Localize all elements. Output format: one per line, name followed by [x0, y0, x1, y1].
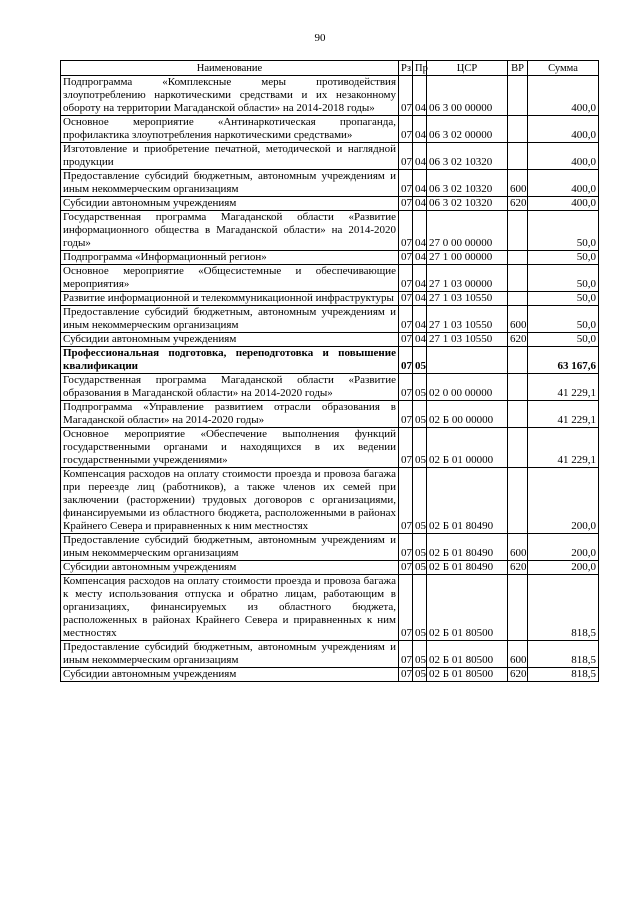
row-rz: 07: [399, 211, 413, 251]
table-row: [61, 211, 599, 251]
table-row: [61, 197, 599, 211]
row-pr: 04: [413, 251, 427, 265]
row-csr: 27 1 03 10550: [427, 306, 508, 333]
row-csr: 27 1 03 00000: [427, 265, 508, 292]
row-rz: 07: [399, 668, 413, 682]
table-row: [61, 76, 599, 116]
table-header-row: [61, 61, 599, 76]
table-row: [61, 251, 599, 265]
row-pr: 04: [413, 292, 427, 306]
header-csr: ЦСР: [427, 61, 508, 76]
table-row: [61, 170, 599, 197]
row-csr: 02 Б 01 80500: [427, 641, 508, 668]
row-rz: 07: [399, 265, 413, 292]
row-vr: [508, 76, 528, 116]
row-vr: 600: [508, 641, 528, 668]
table-row: [61, 468, 599, 534]
row-name: Субсидии автономным учреждениям: [61, 668, 399, 682]
row-name: Основное мероприятие «Антинаркотическая пропаганда, профилактика злоупотребления наркотическими средствами»: [61, 116, 399, 143]
row-name: Предоставление субсидий бюджетным, автономным учреждениям и иным некоммерческим организациям: [61, 641, 399, 668]
table-row: [61, 428, 599, 468]
row-pr: 04: [413, 306, 427, 333]
row-csr: 02 Б 01 80490: [427, 468, 508, 534]
row-pr: 05: [413, 561, 427, 575]
row-pr: 05: [413, 468, 427, 534]
row-rz: 07: [399, 374, 413, 401]
table-row: [61, 668, 599, 682]
header-sum: Сумма: [528, 61, 599, 76]
row-vr: [508, 211, 528, 251]
row-name: Государственная программа Магаданской области «Развитие образования в Магаданской области» на 2014-2020 годы»: [61, 374, 399, 401]
header-rz: Рз: [399, 61, 413, 76]
row-pr: 04: [413, 76, 427, 116]
row-csr: 27 0 00 00000: [427, 211, 508, 251]
row-vr: [508, 251, 528, 265]
row-csr: 06 3 02 00000: [427, 116, 508, 143]
budget-table: [60, 60, 599, 682]
row-sum: 400,0: [528, 143, 599, 170]
row-name: Компенсация расходов на оплату стоимости проезда и провоза багажа к месту использования отпуска и обратно лицам, работающим в организациях, финансируемых из областного бюджета, расположенных в районах Крайнего Севера и приравненных к ним местностях: [61, 575, 399, 641]
row-name: Компенсация расходов на оплату стоимости проезда и провоза багажа при переезде лиц (работников), а также членов их семей при заключении (расторжении) трудовых договоров с организациями, финансируемыми из областного бюджета, расположенными в районах Крайнего Севера и приравненных к ним местностях: [61, 468, 399, 534]
table-row: [61, 306, 599, 333]
row-csr: 02 Б 01 80500: [427, 668, 508, 682]
row-csr: [427, 347, 508, 374]
table-body: [61, 76, 599, 682]
row-vr: 600: [508, 170, 528, 197]
row-sum: 50,0: [528, 265, 599, 292]
row-vr: [508, 347, 528, 374]
table-row: [61, 116, 599, 143]
row-vr: [508, 292, 528, 306]
row-vr: 600: [508, 534, 528, 561]
row-rz: 07: [399, 575, 413, 641]
row-name: Предоставление субсидий бюджетным, автономным учреждениям и иным некоммерческим организациям: [61, 170, 399, 197]
row-sum: 50,0: [528, 251, 599, 265]
row-pr: 05: [413, 374, 427, 401]
row-rz: 07: [399, 534, 413, 561]
row-sum: 200,0: [528, 468, 599, 534]
row-csr: 02 0 00 00000: [427, 374, 508, 401]
row-sum: 818,5: [528, 641, 599, 668]
row-name: Субсидии автономным учреждениям: [61, 561, 399, 575]
row-sum: 400,0: [528, 116, 599, 143]
row-rz: 07: [399, 428, 413, 468]
row-rz: 07: [399, 76, 413, 116]
row-sum: 50,0: [528, 333, 599, 347]
row-name: Основное мероприятие «Обеспечение выполнения функций государственными органами и находящихся в их ведении государственными учреждениями»: [61, 428, 399, 468]
row-vr: 600: [508, 306, 528, 333]
row-vr: [508, 401, 528, 428]
row-pr: 05: [413, 428, 427, 468]
row-name: Подпрограмма «Комплексные меры противодействия злоупотреблению наркотическими средствами и их незаконному обороту на территории Магаданской области» на 2014-2018 годы»: [61, 76, 399, 116]
row-sum: 818,5: [528, 575, 599, 641]
row-name: Основное мероприятие «Общесистемные и обеспечивающие мероприятия»: [61, 265, 399, 292]
row-sum: 50,0: [528, 306, 599, 333]
table-row: [61, 401, 599, 428]
row-rz: 07: [399, 306, 413, 333]
row-sum: 818,5: [528, 668, 599, 682]
row-csr: 06 3 00 00000: [427, 76, 508, 116]
row-sum: 400,0: [528, 197, 599, 211]
row-rz: 07: [399, 197, 413, 211]
row-vr: 620: [508, 333, 528, 347]
row-csr: 02 Б 01 80490: [427, 534, 508, 561]
row-vr: [508, 428, 528, 468]
row-vr: [508, 374, 528, 401]
table-row: [61, 347, 599, 374]
table-row: [61, 333, 599, 347]
row-csr: 27 1 03 10550: [427, 292, 508, 306]
table-row: [61, 534, 599, 561]
row-pr: 05: [413, 641, 427, 668]
table-row: [61, 575, 599, 641]
row-sum: 50,0: [528, 292, 599, 306]
table-row: [61, 374, 599, 401]
row-name: Развитие информационной и телекоммуникационной инфраструктуры: [61, 292, 399, 306]
row-sum: 41 229,1: [528, 401, 599, 428]
row-pr: 04: [413, 265, 427, 292]
row-csr: 02 Б 01 80490: [427, 561, 508, 575]
row-name: Предоставление субсидий бюджетным, автономным учреждениям и иным некоммерческим организациям: [61, 534, 399, 561]
row-sum: 200,0: [528, 561, 599, 575]
row-sum: 63 167,6: [528, 347, 599, 374]
row-pr: 04: [413, 197, 427, 211]
table-row: [61, 143, 599, 170]
row-pr: 04: [413, 211, 427, 251]
row-sum: 50,0: [528, 211, 599, 251]
row-name: Предоставление субсидий бюджетным, автономным учреждениям и иным некоммерческим организациям: [61, 306, 399, 333]
row-sum: 41 229,1: [528, 428, 599, 468]
row-pr: 05: [413, 575, 427, 641]
row-sum: 400,0: [528, 76, 599, 116]
row-pr: 05: [413, 668, 427, 682]
page-number: 90: [314, 32, 326, 44]
row-csr: 27 1 03 10550: [427, 333, 508, 347]
row-pr: 05: [413, 534, 427, 561]
row-rz: 07: [399, 641, 413, 668]
header-pr: Пр: [413, 61, 427, 76]
row-pr: 04: [413, 116, 427, 143]
row-csr: 02 Б 00 00000: [427, 401, 508, 428]
row-pr: 04: [413, 170, 427, 197]
row-name: Профессиональная подготовка, переподготовка и повышение квалификации: [61, 347, 399, 374]
row-csr: 27 1 00 00000: [427, 251, 508, 265]
row-rz: 07: [399, 170, 413, 197]
table-row: [61, 265, 599, 292]
row-name: Субсидии автономным учреждениям: [61, 333, 399, 347]
row-rz: 07: [399, 401, 413, 428]
row-rz: 07: [399, 333, 413, 347]
header-vr: ВР: [508, 61, 528, 76]
row-pr: 05: [413, 347, 427, 374]
row-vr: [508, 265, 528, 292]
row-rz: 07: [399, 251, 413, 265]
table-row: [61, 292, 599, 306]
row-csr: 06 3 02 10320: [427, 197, 508, 211]
row-pr: 05: [413, 401, 427, 428]
row-csr: 02 Б 01 00000: [427, 428, 508, 468]
row-vr: [508, 116, 528, 143]
row-pr: 04: [413, 333, 427, 347]
row-sum: 400,0: [528, 170, 599, 197]
row-rz: 07: [399, 561, 413, 575]
row-pr: 04: [413, 143, 427, 170]
row-vr: [508, 143, 528, 170]
row-name: Государственная программа Магаданской области «Развитие информационного общества в Магаданской области» на 2014-2020 годы»: [61, 211, 399, 251]
row-sum: 41 229,1: [528, 374, 599, 401]
row-rz: 07: [399, 116, 413, 143]
row-rz: 07: [399, 468, 413, 534]
table-row: [61, 641, 599, 668]
row-csr: 02 Б 01 80500: [427, 575, 508, 641]
row-csr: 06 3 02 10320: [427, 143, 508, 170]
row-vr: 620: [508, 197, 528, 211]
row-vr: 620: [508, 561, 528, 575]
row-name: Подпрограмма «Информационный регион»: [61, 251, 399, 265]
row-name: Подпрограмма «Управление развитием отрасли образования в Магаданской области» на 2014-2020 годы»: [61, 401, 399, 428]
header-name: Наименование: [61, 61, 399, 76]
row-name: Изготовление и приобретение печатной, методической и наглядной продукции: [61, 143, 399, 170]
row-sum: 200,0: [528, 534, 599, 561]
row-vr: [508, 575, 528, 641]
row-rz: 07: [399, 347, 413, 374]
row-vr: [508, 468, 528, 534]
table-row: [61, 561, 599, 575]
row-rz: 07: [399, 292, 413, 306]
row-vr: 620: [508, 668, 528, 682]
row-rz: 07: [399, 143, 413, 170]
row-csr: 06 3 02 10320: [427, 170, 508, 197]
row-name: Субсидии автономным учреждениям: [61, 197, 399, 211]
